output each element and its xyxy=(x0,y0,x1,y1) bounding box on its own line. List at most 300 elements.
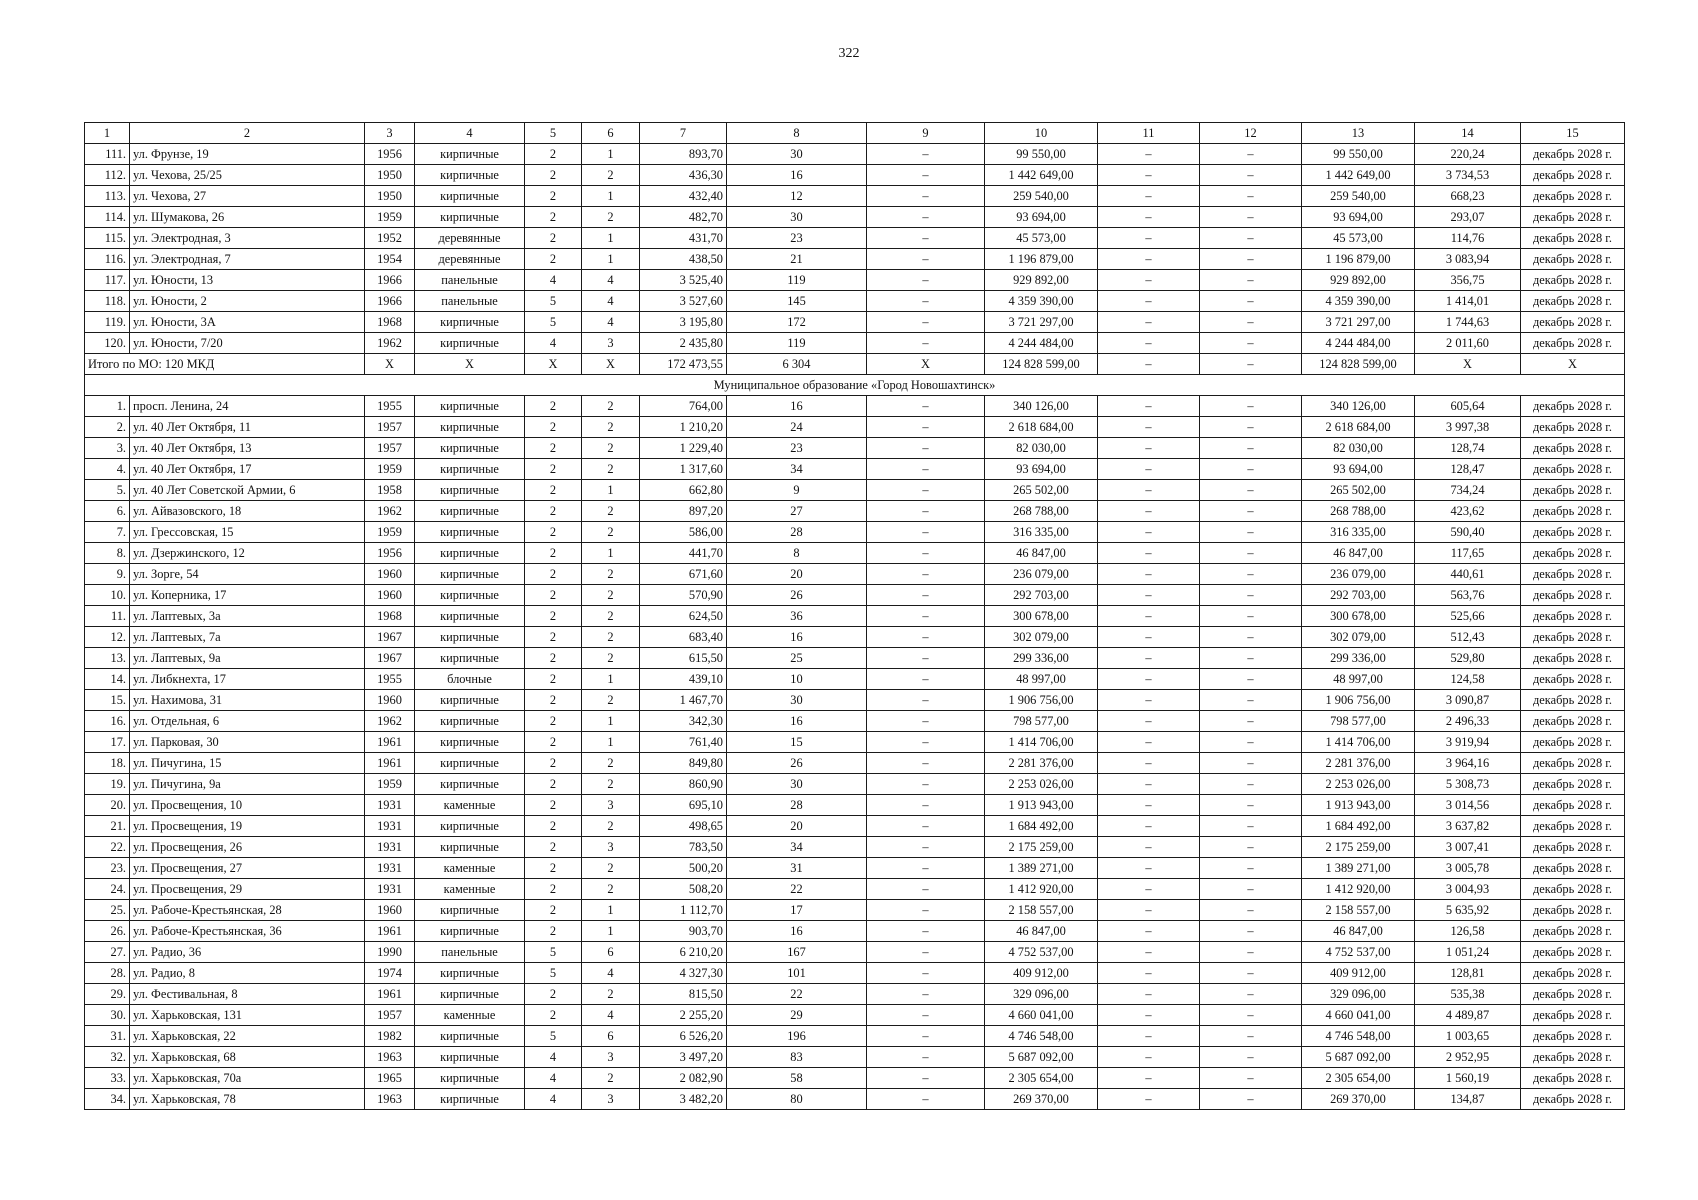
table-cell: 114,76 xyxy=(1415,228,1521,249)
table-cell: 2 281 376,00 xyxy=(985,753,1098,774)
table-cell: 1950 xyxy=(365,165,415,186)
table-cell: 36 xyxy=(727,606,867,627)
table-cell: – xyxy=(1098,1005,1200,1026)
table-cell: декабрь 2028 г. xyxy=(1521,564,1625,585)
table-cell: 302 079,00 xyxy=(1302,627,1415,648)
table-cell: 128,81 xyxy=(1415,963,1521,984)
table-cell: 32. xyxy=(85,1047,130,1068)
table-cell: – xyxy=(1200,879,1302,900)
table-cell: – xyxy=(867,606,985,627)
table-cell: – xyxy=(1200,921,1302,942)
table-cell: кирпичные xyxy=(415,417,525,438)
column-header: 14 xyxy=(1415,123,1521,144)
table-cell: – xyxy=(867,669,985,690)
table-cell: 124,58 xyxy=(1415,669,1521,690)
table-cell: деревянные xyxy=(415,249,525,270)
table-cell: 1 196 879,00 xyxy=(1302,249,1415,270)
table-cell: ул. Электродная, 3 xyxy=(130,228,365,249)
table-cell: – xyxy=(1098,732,1200,753)
table-row xyxy=(85,648,1625,669)
table-cell: 3 482,20 xyxy=(640,1089,727,1110)
table-cell: – xyxy=(1200,543,1302,564)
table-cell: 2 xyxy=(525,795,582,816)
table-cell: декабрь 2028 г. xyxy=(1521,1047,1625,1068)
table-cell: – xyxy=(1098,669,1200,690)
table-cell: 2 xyxy=(582,690,640,711)
table-cell: 2 xyxy=(525,627,582,648)
table-cell: – xyxy=(867,1068,985,1089)
table-cell: 2 xyxy=(525,837,582,858)
table-cell: – xyxy=(867,1047,985,1068)
table-cell: 2 xyxy=(582,459,640,480)
table-cell: ул. Либкнехта, 17 xyxy=(130,669,365,690)
table-cell: 2 253 026,00 xyxy=(985,774,1098,795)
table-cell: – xyxy=(1098,900,1200,921)
column-header: 4 xyxy=(415,123,525,144)
table-cell: – xyxy=(1200,438,1302,459)
table-cell: 5 xyxy=(525,312,582,333)
table-cell: декабрь 2028 г. xyxy=(1521,795,1625,816)
table-cell: 26. xyxy=(85,921,130,942)
table-cell: 117,65 xyxy=(1415,543,1521,564)
table-cell: 22 xyxy=(727,879,867,900)
table-cell: 29 xyxy=(727,1005,867,1026)
table-cell: – xyxy=(867,1089,985,1110)
table-cell: 2 xyxy=(525,711,582,732)
table-cell: 512,43 xyxy=(1415,627,1521,648)
table-cell: ул. Харьковская, 70а xyxy=(130,1068,365,1089)
table-cell: – xyxy=(1098,984,1200,1005)
table-cell: ул. Просвещения, 27 xyxy=(130,858,365,879)
total-cell: 124 828 599,00 xyxy=(985,354,1098,375)
table-cell: 1931 xyxy=(365,858,415,879)
table-cell: 45 573,00 xyxy=(1302,228,1415,249)
table-cell: 23 xyxy=(727,228,867,249)
table-cell: – xyxy=(1098,144,1200,165)
table-cell: 2 xyxy=(582,165,640,186)
table-cell: – xyxy=(1200,291,1302,312)
table-cell: – xyxy=(867,207,985,228)
table-cell: 300 678,00 xyxy=(985,606,1098,627)
table-cell: декабрь 2028 г. xyxy=(1521,774,1625,795)
table-cell: – xyxy=(1200,648,1302,669)
table-cell: ул. 40 Лет Октября, 17 xyxy=(130,459,365,480)
table-cell: 4 xyxy=(525,270,582,291)
table-cell: 5 xyxy=(525,1026,582,1047)
table-cell: 5 308,73 xyxy=(1415,774,1521,795)
table-cell: – xyxy=(1200,228,1302,249)
table-cell: 439,10 xyxy=(640,669,727,690)
table-cell: 695,10 xyxy=(640,795,727,816)
table-cell: ул. Отдельная, 6 xyxy=(130,711,365,732)
table-cell: декабрь 2028 г. xyxy=(1521,837,1625,858)
table-cell: 93 694,00 xyxy=(985,459,1098,480)
table-cell: кирпичные xyxy=(415,753,525,774)
table-cell: кирпичные xyxy=(415,1089,525,1110)
table-cell: – xyxy=(867,312,985,333)
table-cell: 1 xyxy=(582,669,640,690)
table-cell: 929 892,00 xyxy=(1302,270,1415,291)
table-cell: 1 xyxy=(582,144,640,165)
table-row xyxy=(85,753,1625,774)
table-cell: 4 244 484,00 xyxy=(985,333,1098,354)
table-cell: 93 694,00 xyxy=(1302,207,1415,228)
table-cell: 5 687 092,00 xyxy=(985,1047,1098,1068)
table-cell: кирпичные xyxy=(415,732,525,753)
table-cell: 2 xyxy=(582,564,640,585)
table-cell: 1 xyxy=(582,732,640,753)
table-cell: – xyxy=(867,144,985,165)
table-cell: 316 335,00 xyxy=(1302,522,1415,543)
table-cell: 93 694,00 xyxy=(1302,459,1415,480)
table-cell: 33. xyxy=(85,1068,130,1089)
table-cell: 3 xyxy=(582,1089,640,1110)
table-cell: 1961 xyxy=(365,732,415,753)
table-cell: 2 xyxy=(582,879,640,900)
table-cell: 783,50 xyxy=(640,837,727,858)
table-cell: 25. xyxy=(85,900,130,921)
table-row xyxy=(85,144,1625,165)
table-cell: 4 xyxy=(582,312,640,333)
table-cell: – xyxy=(1098,1026,1200,1047)
table-cell: – xyxy=(867,165,985,186)
table-cell: – xyxy=(867,543,985,564)
table-row xyxy=(85,228,1625,249)
table-cell: 535,38 xyxy=(1415,984,1521,1005)
table-cell: кирпичные xyxy=(415,144,525,165)
table-cell: 1 442 649,00 xyxy=(985,165,1098,186)
table-cell: 6 xyxy=(582,1026,640,1047)
column-header: 2 xyxy=(130,123,365,144)
table-cell: кирпичные xyxy=(415,963,525,984)
table-cell: 13. xyxy=(85,648,130,669)
table-cell: 269 370,00 xyxy=(1302,1089,1415,1110)
table-cell: 299 336,00 xyxy=(1302,648,1415,669)
table-cell: 2 952,95 xyxy=(1415,1047,1521,1068)
table-cell: 83 xyxy=(727,1047,867,1068)
table-cell: – xyxy=(1098,249,1200,270)
table-cell: 316 335,00 xyxy=(985,522,1098,543)
table-cell: просп. Ленина, 24 xyxy=(130,396,365,417)
table-cell: 1 412 920,00 xyxy=(1302,879,1415,900)
table-cell: – xyxy=(867,963,985,984)
table-cell: 570,90 xyxy=(640,585,727,606)
table-cell: 1 xyxy=(582,900,640,921)
table-cell: ул. Лаптевых, 9а xyxy=(130,648,365,669)
table-cell: – xyxy=(867,249,985,270)
table-cell: 1962 xyxy=(365,333,415,354)
table-cell: 4 752 537,00 xyxy=(1302,942,1415,963)
table-cell: кирпичные xyxy=(415,690,525,711)
table-cell: 22. xyxy=(85,837,130,858)
table-cell: 2 618 684,00 xyxy=(985,417,1098,438)
table-cell: кирпичные xyxy=(415,165,525,186)
table-cell: 27. xyxy=(85,942,130,963)
table-cell: 4 xyxy=(525,1068,582,1089)
table-cell: 3 xyxy=(582,1047,640,1068)
table-cell: кирпичные xyxy=(415,564,525,585)
table-cell: – xyxy=(1200,858,1302,879)
table-cell: 1 196 879,00 xyxy=(985,249,1098,270)
table-cell: 30 xyxy=(727,207,867,228)
table-cell: 20 xyxy=(727,564,867,585)
table-cell: – xyxy=(867,480,985,501)
table-cell: кирпичные xyxy=(415,1026,525,1047)
table-cell: 22 xyxy=(727,984,867,1005)
table-cell: – xyxy=(1200,690,1302,711)
table-cell: 1931 xyxy=(365,816,415,837)
table-cell: – xyxy=(867,921,985,942)
table-cell: – xyxy=(1098,963,1200,984)
table-cell: 356,75 xyxy=(1415,270,1521,291)
table-cell: 3. xyxy=(85,438,130,459)
table-cell: 1955 xyxy=(365,669,415,690)
table-cell: декабрь 2028 г. xyxy=(1521,900,1625,921)
table-cell: ул. Пичугина, 9а xyxy=(130,774,365,795)
table-row xyxy=(85,249,1625,270)
table-cell: кирпичные xyxy=(415,606,525,627)
table-cell: декабрь 2028 г. xyxy=(1521,858,1625,879)
table-cell: 113. xyxy=(85,186,130,207)
table-cell: 12. xyxy=(85,627,130,648)
table-cell: 21 xyxy=(727,249,867,270)
table-cell: 4 660 041,00 xyxy=(985,1005,1098,1026)
table-cell: – xyxy=(867,501,985,522)
table-cell: каменные xyxy=(415,879,525,900)
table-cell: 903,70 xyxy=(640,921,727,942)
table-cell: 508,20 xyxy=(640,879,727,900)
table-cell: 119 xyxy=(727,270,867,291)
table-cell: ул. Юности, 13 xyxy=(130,270,365,291)
table-cell: 15 xyxy=(727,732,867,753)
section-row xyxy=(85,375,1625,396)
table-row xyxy=(85,165,1625,186)
table-cell: 115. xyxy=(85,228,130,249)
table-cell: 1968 xyxy=(365,312,415,333)
table-cell: 30 xyxy=(727,144,867,165)
table-cell: 4 xyxy=(525,1089,582,1110)
table-cell: 798 577,00 xyxy=(985,711,1098,732)
table-cell: 2 xyxy=(525,921,582,942)
table-cell: 28. xyxy=(85,963,130,984)
table-cell: 120. xyxy=(85,333,130,354)
table-cell: 3 525,40 xyxy=(640,270,727,291)
table-cell: 23 xyxy=(727,438,867,459)
column-header: 12 xyxy=(1200,123,1302,144)
table-cell: 15. xyxy=(85,690,130,711)
table-cell: 432,40 xyxy=(640,186,727,207)
table-cell: декабрь 2028 г. xyxy=(1521,585,1625,606)
table-cell: декабрь 2028 г. xyxy=(1521,186,1625,207)
table-cell: – xyxy=(867,648,985,669)
table-cell: 5 xyxy=(525,942,582,963)
table-cell: 671,60 xyxy=(640,564,727,585)
table-cell: – xyxy=(867,984,985,1005)
table-cell: – xyxy=(1098,690,1200,711)
table-cell: – xyxy=(1200,900,1302,921)
table-cell: 2 xyxy=(525,585,582,606)
table-body xyxy=(85,123,1625,1110)
table-cell: 2 xyxy=(525,480,582,501)
table-cell: кирпичные xyxy=(415,186,525,207)
table-cell: ул. Чехова, 27 xyxy=(130,186,365,207)
table-cell: декабрь 2028 г. xyxy=(1521,249,1625,270)
table-cell: 409 912,00 xyxy=(1302,963,1415,984)
table-cell: – xyxy=(1098,165,1200,186)
total-cell: X xyxy=(582,354,640,375)
column-header: 10 xyxy=(985,123,1098,144)
table-row xyxy=(85,795,1625,816)
table-cell: 5 687 092,00 xyxy=(1302,1047,1415,1068)
table-cell: 17. xyxy=(85,732,130,753)
table-cell: – xyxy=(1098,291,1200,312)
total-cell: X xyxy=(415,354,525,375)
table-cell: 525,66 xyxy=(1415,606,1521,627)
table-cell: 1950 xyxy=(365,186,415,207)
table-cell: 101 xyxy=(727,963,867,984)
table-cell: декабрь 2028 г. xyxy=(1521,207,1625,228)
table-cell: 1 684 492,00 xyxy=(1302,816,1415,837)
table-cell: 117. xyxy=(85,270,130,291)
table-cell: ул. Рабоче-Крестьянская, 28 xyxy=(130,900,365,921)
table-cell: ул. Харьковская, 22 xyxy=(130,1026,365,1047)
table-cell: декабрь 2028 г. xyxy=(1521,963,1625,984)
table-cell: 3 637,82 xyxy=(1415,816,1521,837)
table-cell: 114. xyxy=(85,207,130,228)
table-cell: ул. Харьковская, 131 xyxy=(130,1005,365,1026)
table-cell: 80 xyxy=(727,1089,867,1110)
table-cell: 292 703,00 xyxy=(1302,585,1415,606)
table-row xyxy=(85,900,1625,921)
table-row xyxy=(85,207,1625,228)
table-cell: декабрь 2028 г. xyxy=(1521,711,1625,732)
table-cell: – xyxy=(1200,984,1302,1005)
table-cell: 1 913 943,00 xyxy=(1302,795,1415,816)
table-cell: 6 xyxy=(582,942,640,963)
table-cell: – xyxy=(867,438,985,459)
table-cell: – xyxy=(867,291,985,312)
table-cell: 9. xyxy=(85,564,130,585)
table-cell: – xyxy=(1098,795,1200,816)
table-cell: 16 xyxy=(727,627,867,648)
table-cell: кирпичные xyxy=(415,312,525,333)
table-cell: 3 497,20 xyxy=(640,1047,727,1068)
table-cell: 2 xyxy=(582,1068,640,1089)
table-cell: – xyxy=(867,585,985,606)
table-cell: 3 xyxy=(582,795,640,816)
column-header: 7 xyxy=(640,123,727,144)
table-cell: – xyxy=(1200,270,1302,291)
column-header: 1 xyxy=(85,123,130,144)
table-cell: – xyxy=(1200,417,1302,438)
table-cell: 99 550,00 xyxy=(1302,144,1415,165)
table-cell: – xyxy=(867,732,985,753)
table-cell: – xyxy=(867,942,985,963)
table-cell: 2 xyxy=(582,522,640,543)
table-cell: кирпичные xyxy=(415,459,525,480)
table-row xyxy=(85,501,1625,522)
table-cell: 1959 xyxy=(365,207,415,228)
table-cell: – xyxy=(1200,837,1302,858)
table-cell: 236 079,00 xyxy=(985,564,1098,585)
table-cell: ул. Просвещения, 10 xyxy=(130,795,365,816)
table-cell: ул. 40 Лет Советской Армии, 6 xyxy=(130,480,365,501)
table-cell: – xyxy=(1200,774,1302,795)
table-cell: 423,62 xyxy=(1415,501,1521,522)
table-cell: 4 359 390,00 xyxy=(985,291,1098,312)
table-cell: 2 xyxy=(525,879,582,900)
table-cell: 2 xyxy=(525,648,582,669)
table-cell: 2 082,90 xyxy=(640,1068,727,1089)
table-cell: 236 079,00 xyxy=(1302,564,1415,585)
table-cell: – xyxy=(1200,564,1302,585)
table-cell: 2 435,80 xyxy=(640,333,727,354)
table-cell: кирпичные xyxy=(415,711,525,732)
table-cell: декабрь 2028 г. xyxy=(1521,333,1625,354)
table-cell: 3 005,78 xyxy=(1415,858,1521,879)
table-cell: 3 004,93 xyxy=(1415,879,1521,900)
table-cell: ул. Парковая, 30 xyxy=(130,732,365,753)
table-cell: 118. xyxy=(85,291,130,312)
table-cell: ул. Дзержинского, 12 xyxy=(130,543,365,564)
table-cell: 11. xyxy=(85,606,130,627)
table-cell: декабрь 2028 г. xyxy=(1521,648,1625,669)
table-cell: 2 xyxy=(525,858,582,879)
table-cell: – xyxy=(1098,522,1200,543)
table-cell: 119 xyxy=(727,333,867,354)
total-cell: X xyxy=(1415,354,1521,375)
table-cell: 1 xyxy=(582,480,640,501)
column-header: 3 xyxy=(365,123,415,144)
table-cell: 2 xyxy=(525,774,582,795)
table-cell: 31. xyxy=(85,1026,130,1047)
table-cell: – xyxy=(867,879,985,900)
table-cell: 2 xyxy=(582,585,640,606)
table-cell: каменные xyxy=(415,858,525,879)
table-cell: 1955 xyxy=(365,396,415,417)
table-cell: – xyxy=(1200,795,1302,816)
table-cell: – xyxy=(1098,333,1200,354)
table-cell: 145 xyxy=(727,291,867,312)
table-cell: ул. Лаптевых, 7а xyxy=(130,627,365,648)
table-cell: 3 083,94 xyxy=(1415,249,1521,270)
table-cell: 31 xyxy=(727,858,867,879)
table-cell: – xyxy=(867,333,985,354)
table-cell: 21. xyxy=(85,816,130,837)
table-cell: 268 788,00 xyxy=(1302,501,1415,522)
column-header: 8 xyxy=(727,123,867,144)
table-cell: 265 502,00 xyxy=(1302,480,1415,501)
table-cell: 5 635,92 xyxy=(1415,900,1521,921)
table-cell: 1957 xyxy=(365,438,415,459)
table-cell: 683,40 xyxy=(640,627,727,648)
table-cell: 2 xyxy=(582,627,640,648)
table-row xyxy=(85,627,1625,648)
table-cell: 1 003,65 xyxy=(1415,1026,1521,1047)
table-cell: 436,30 xyxy=(640,165,727,186)
table-cell: ул. Харьковская, 68 xyxy=(130,1047,365,1068)
table-cell: 299 336,00 xyxy=(985,648,1098,669)
table-cell: – xyxy=(1200,249,1302,270)
table-cell: каменные xyxy=(415,795,525,816)
table-cell: 2 xyxy=(525,669,582,690)
table-cell: 1963 xyxy=(365,1047,415,1068)
table-cell: 1963 xyxy=(365,1089,415,1110)
table-cell: 30. xyxy=(85,1005,130,1026)
table-cell: ул. Фрунзе, 19 xyxy=(130,144,365,165)
table-cell: – xyxy=(1200,1005,1302,1026)
table-cell: – xyxy=(1200,165,1302,186)
